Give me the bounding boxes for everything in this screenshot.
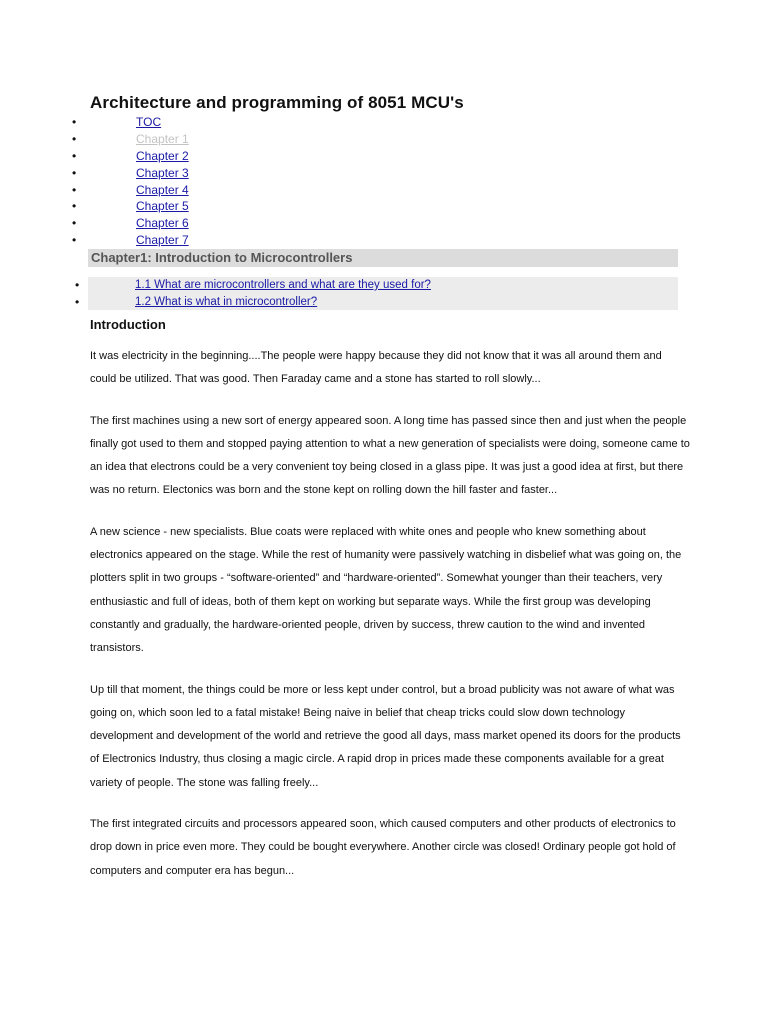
section-link-1-2[interactable]: 1.2 What is what in microcontroller? xyxy=(135,295,318,308)
toc-link-chapter-1[interactable]: Chapter 1 xyxy=(136,131,189,146)
chapter-heading-bar xyxy=(88,249,678,267)
toc-item xyxy=(0,182,768,199)
toc-link-chapter-6[interactable]: Chapter 6 xyxy=(136,216,189,231)
section-toc xyxy=(75,277,678,310)
toc-item xyxy=(0,114,768,131)
bullet: • xyxy=(72,165,77,180)
paragraph: The first integrated circuits and processors appeared soon, which caused computers and other products of electronics to drop down in price even more. They could be bought everywhere. Another circle was closed! Ordinary people got hold of computers and computer era has begun... xyxy=(90,818,676,877)
bullet: • xyxy=(72,199,77,214)
paragraph: It was electricity in the beginning....The people were happy because they did not know that it was all around them and could be utilized. That was good. Then Faraday came and a stone has started to roll slowly... xyxy=(90,350,662,386)
section-toc-item xyxy=(75,277,678,294)
bullet: • xyxy=(72,131,77,146)
toc-link-chapter-3[interactable]: Chapter 3 xyxy=(136,165,189,180)
toc-link-chapter-7[interactable]: Chapter 7 xyxy=(136,233,189,248)
bullet: • xyxy=(72,216,77,231)
toc-item xyxy=(0,165,768,182)
introduction-heading: Introduction xyxy=(90,317,166,332)
paragraph: The first machines using a new sort of energy appeared soon. A long time has passed since then and just when the people finally got used to them and stopped paying attention to what a new generation of specialists were doing, someone came to an idea that electrons could be a very convenient toy being closed in a glass pipe. It was just a good idea at first, but there was no return. Electonics was born and the stone kept on rolling down the hill faster and faster... xyxy=(90,414,690,497)
paragraph: A new science - new specialists. Blue coats were replaced with white ones and people who knew something about electronics appeared on the stage. While the rest of humanity were passively watching in disbelief what was going on, the plotters split in two groups - “software-oriented” and “hardware-oriented”. Somewhat younger than their teachers, very enthusiastic and full of ideas, both of them kept on working but separate ways. While the first group was developing constantly and gradually, the hardware-oriented people, driven by success, threw caution to the wind and invented transistors. xyxy=(90,525,682,655)
bullet: • xyxy=(72,182,77,197)
bullet: • xyxy=(72,233,77,248)
bullet: • xyxy=(75,278,80,292)
section-link-1-1[interactable]: 1.1 What are microcontrollers and what are they used for? xyxy=(135,279,431,291)
chapter-heading: Chapter1: Introduction to Microcontrollers xyxy=(91,250,353,265)
toc-link-chapter-4[interactable]: Chapter 4 xyxy=(136,182,189,197)
toc-item xyxy=(0,131,768,148)
toc-link-toc[interactable]: TOC xyxy=(136,115,162,129)
toc-item xyxy=(0,148,768,165)
bullet: • xyxy=(72,115,77,129)
toc-item xyxy=(0,232,768,249)
toc-list xyxy=(0,114,768,249)
bullet: • xyxy=(72,148,77,163)
article-body xyxy=(90,345,690,901)
section-toc-item xyxy=(75,294,678,311)
paragraph: Up till that moment, the things could be more or less kept under control, but a broad publicity was not aware of what was going on, which soon led to a fatal mistake! Being naive in belief that cheap tricks could slow down technology development and development of the world and retrieve the good all days, mass market opened its doors for the products of Electronics Industry, thus closing a magic circle. A rapid drop in prices made these components available for a great variety of people. The stone was falling freely... xyxy=(90,683,681,789)
bullet: • xyxy=(75,294,80,309)
toc-link-chapter-2[interactable]: Chapter 2 xyxy=(136,148,189,163)
toc-item xyxy=(0,198,768,215)
toc-item xyxy=(0,215,768,232)
page-title: Architecture and programming of 8051 MCU's xyxy=(90,93,464,112)
toc-link-chapter-5[interactable]: Chapter 5 xyxy=(136,199,189,214)
